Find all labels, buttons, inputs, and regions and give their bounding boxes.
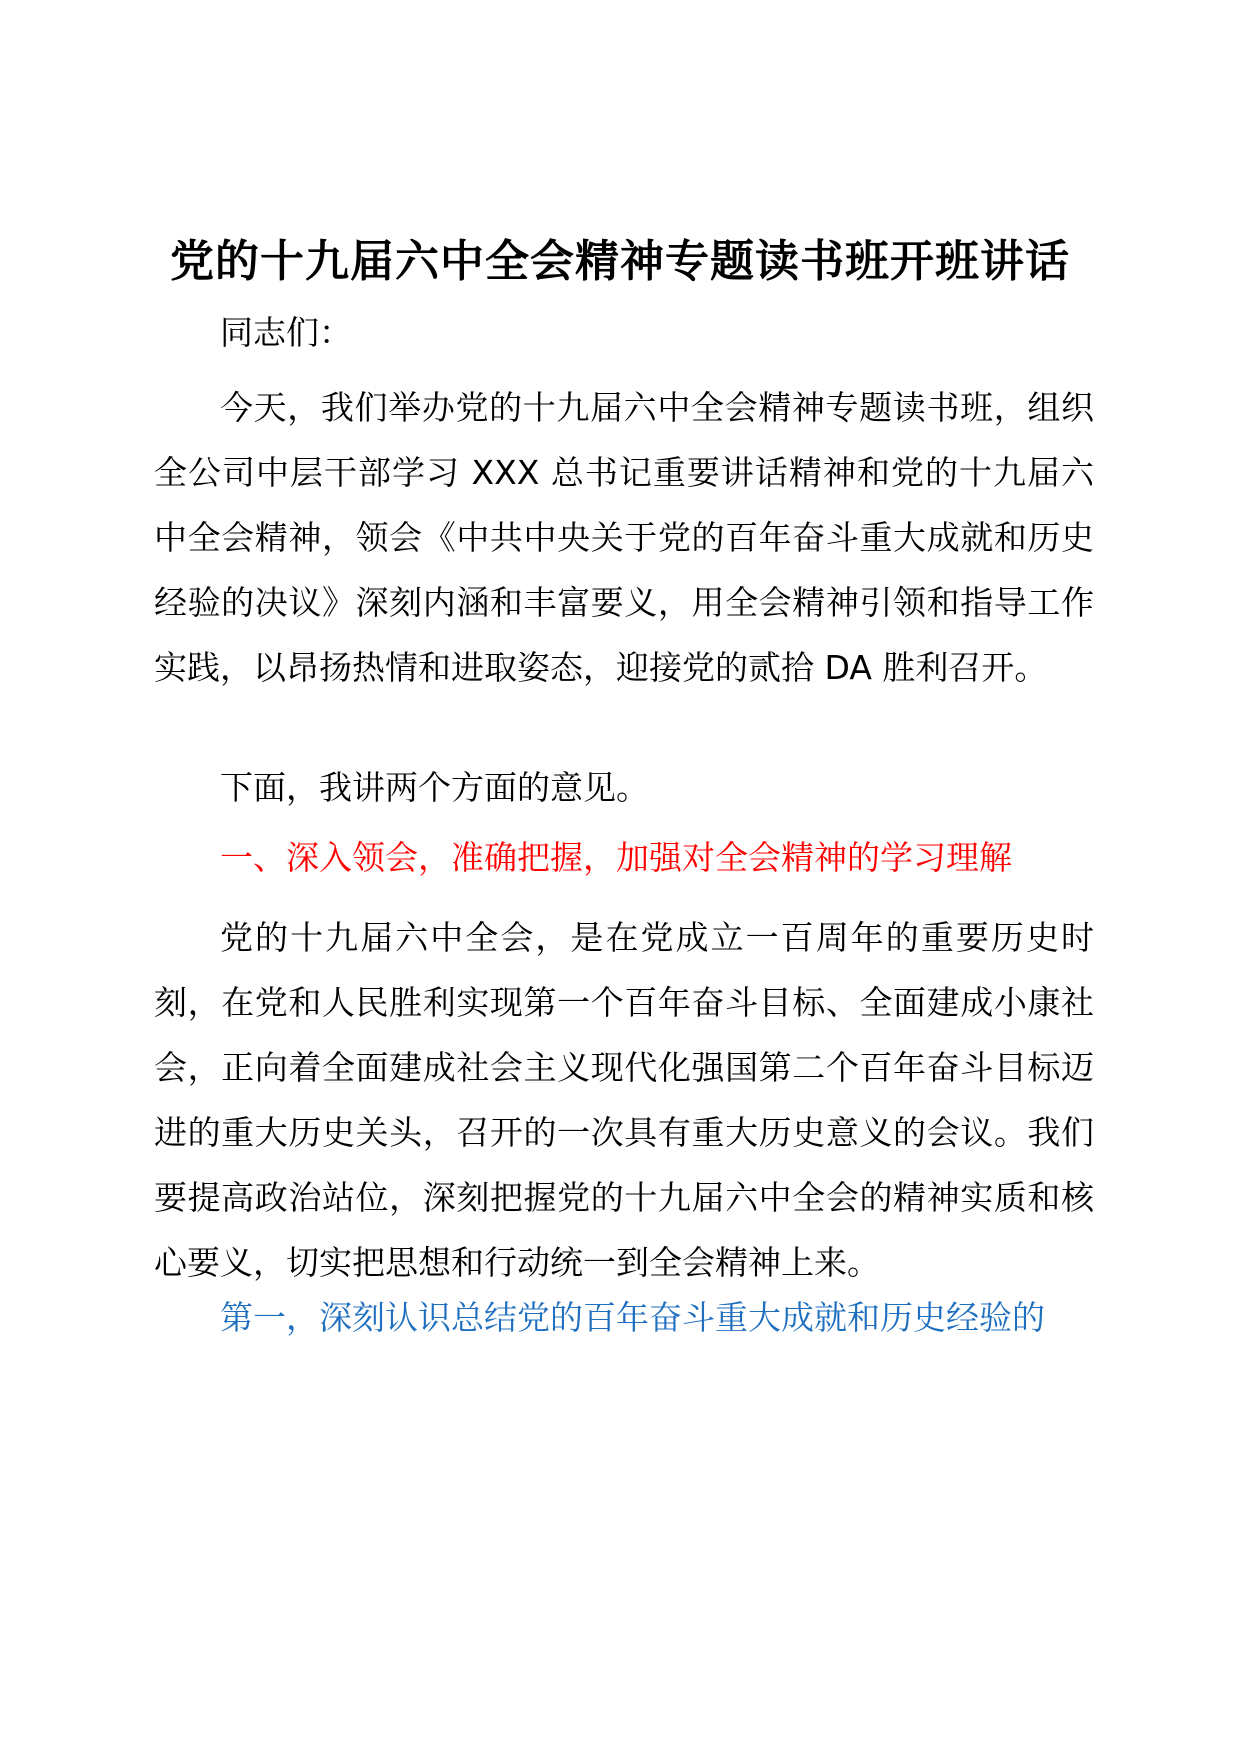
greeting: 同志们： bbox=[220, 313, 352, 352]
transition-paragraph: 下面，我讲两个方面的意见。 bbox=[220, 768, 649, 807]
intro-paragraph: 今天，我们举办党的十九届六中全会精神专题读书班，组织全公司中层干部学习 XXX 总书记重要讲话精神和党的十九届六中全会精神，领会《中共中央关于党的百年奋斗重大成就和历史经验的决议》深刻内涵和丰富要义，用全会精神引领和指导工作实践，以昂扬热情和进取姿态，迎接党的贰拾 DA 胜利召开。 bbox=[154, 388, 1094, 687]
document-title: 党的十九届六中全会精神专题读书班开班讲话 bbox=[170, 236, 1070, 287]
section-1-paragraph: 党的十九届六中全会，是在党成立一百周年的重要历史时刻，在党和人民胜利实现第一个百年奋斗目标、全面建成小康社会，正向着全面建成社会主义现代化强国第二个百年奋斗目标迈进的重大历史关头，召开的一次具有重大历史意义的会议。我们要提高政治站位，深刻把握党的十九届六中全会的精神实质和核心要义，切实把思想和行动统一到全会精神上来。 bbox=[154, 918, 1094, 1282]
section-1-heading: 一、深入领会，准确把握，加强对全会精神的学习理解 bbox=[220, 838, 1012, 877]
subsection-1-heading: 第一，深刻认识总结党的百年奋斗重大成就和历史经验的 bbox=[220, 1298, 1045, 1337]
